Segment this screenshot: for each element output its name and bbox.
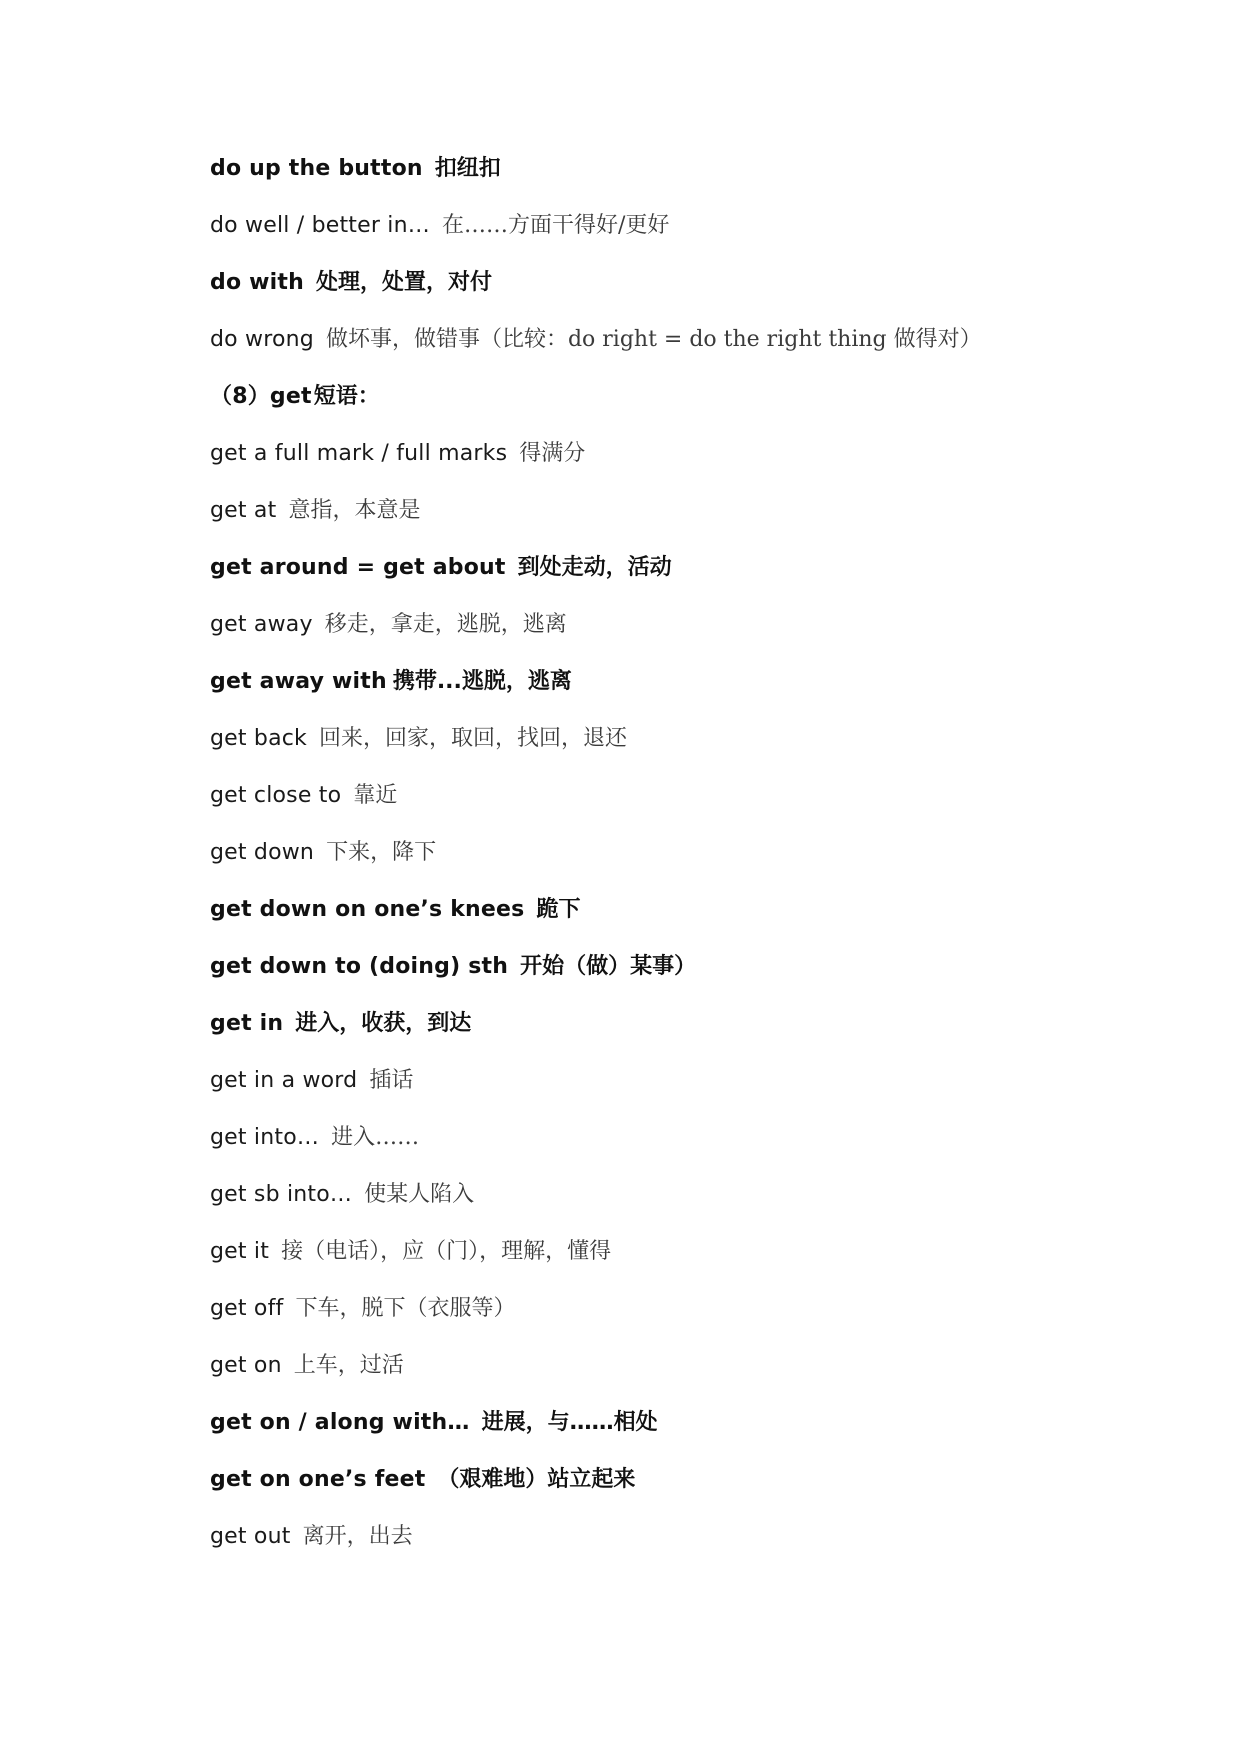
phrase-chinese: 离开，出去 [302, 1524, 413, 1549]
phrase-line [210, 1526, 1190, 1583]
phrase-line [210, 1469, 1190, 1526]
phrase-english: get down to (doing) sth [210, 954, 509, 979]
phrase-line [210, 1241, 1190, 1298]
phrase-line [210, 1127, 1190, 1184]
phrase-chinese: 到处走动，活动 [517, 555, 672, 580]
phrase-line [210, 842, 1190, 899]
phrase-chinese: 开始（做）某事） [520, 954, 697, 979]
phrase-line [210, 329, 1190, 386]
section-heading [210, 386, 1190, 443]
phrase-chinese: 接（电话），应（门），理解，懂得 [281, 1239, 612, 1264]
phrase-line [210, 443, 1190, 500]
phrase-english: get on [210, 1353, 282, 1378]
phrase-line [210, 1184, 1190, 1241]
phrase-chinese: 进入，收获，到达 [295, 1011, 472, 1036]
phrase-chinese: 处理，处置，对付 [315, 270, 492, 295]
phrase-chinese: 进展，与……相处 [481, 1410, 658, 1435]
phrase-line [210, 158, 1190, 215]
phrase-english: do with [210, 270, 304, 295]
phrase-english: get into… [210, 1125, 320, 1150]
phrase-chinese: 得满分 [519, 441, 586, 466]
phrase-line [210, 215, 1190, 272]
phrase-english: get a full mark / full marks [210, 441, 508, 466]
phrase-chinese: 在……方面干得好/更好 [441, 213, 670, 238]
phrase-line [210, 557, 1190, 614]
phrase-line [210, 500, 1190, 557]
phrase-line [210, 1013, 1190, 1070]
phrase-chinese: 使某人陷入 [364, 1182, 475, 1207]
phrase-chinese: 靠近 [353, 783, 398, 808]
phrase-english: get at [210, 498, 277, 523]
phrase-english: get in a word [210, 1068, 358, 1093]
phrase-english: get back [210, 726, 308, 751]
phrase-chinese: 跪下 [536, 897, 581, 922]
phrase-english: get around = get about [210, 555, 506, 580]
phrase-chinese: 回来，回家，取回，找回，退还 [319, 726, 628, 751]
phrase-line [210, 728, 1190, 785]
phrase-english: get out [210, 1524, 291, 1549]
phrase-chinese: 扣纽扣 [434, 156, 501, 181]
phrase-english: get down [210, 840, 315, 865]
phrase-english: get sb into… [210, 1182, 353, 1207]
phrase-line [210, 614, 1190, 671]
phrase-chinese: 携带...逃脱，逃离 [392, 669, 572, 694]
phrase-chinese: 做坏事，做错事（比较：do right = do the right thing 做得对） [325, 327, 982, 352]
phrase-english: get away [210, 612, 313, 637]
phrase-line [210, 1412, 1190, 1469]
phrase-chinese: 上车，过活 [293, 1353, 404, 1378]
phrase-chinese: 意指，本意是 [288, 498, 421, 523]
phrase-english: get it [210, 1239, 270, 1264]
phrase-line [210, 899, 1190, 956]
phrase-english: do wrong [210, 327, 314, 352]
phrase-line [210, 1070, 1190, 1127]
phrase-line [210, 1298, 1190, 1355]
phrase-chinese: （艰难地）站立起来 [437, 1467, 636, 1492]
section-heading-english: （8）get [210, 384, 312, 409]
phrase-english: get close to [210, 783, 342, 808]
phrase-list [210, 158, 1190, 1583]
phrase-english: get away with [210, 669, 387, 694]
phrase-english: get on / along with… [210, 1410, 470, 1435]
phrase-line [210, 1355, 1190, 1412]
phrase-english: get off [210, 1296, 284, 1321]
phrase-line [210, 671, 1190, 728]
phrase-chinese: 进入…… [331, 1125, 420, 1150]
phrase-line [210, 785, 1190, 842]
phrase-english: get in [210, 1011, 284, 1036]
section-heading-chinese: 短语： [313, 384, 380, 409]
phrase-chinese: 插话 [369, 1068, 414, 1093]
phrase-chinese: 下车，脱下（衣服等） [295, 1296, 516, 1321]
phrase-english: get on one’s feet [210, 1467, 426, 1492]
phrase-english: get down on one’s knees [210, 897, 525, 922]
phrase-chinese: 下来，降下 [326, 840, 437, 865]
phrase-english: do well / better in… [210, 213, 430, 238]
phrase-english: do up the button [210, 156, 423, 181]
phrase-chinese: 移走，拿走，逃脱，逃离 [324, 612, 567, 637]
phrase-line [210, 956, 1190, 1013]
phrase-line [210, 272, 1190, 329]
